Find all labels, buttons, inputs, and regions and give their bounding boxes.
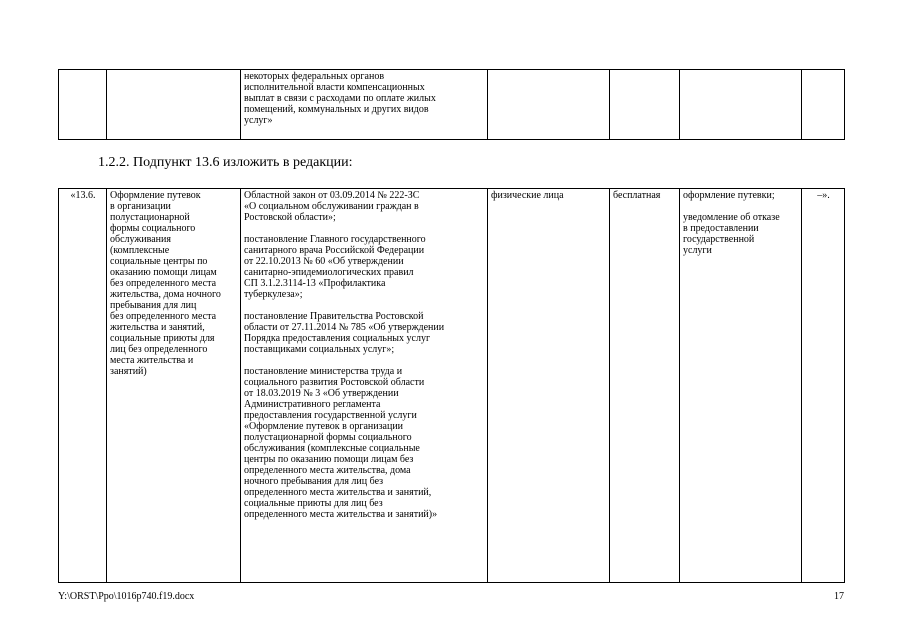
recipients: физические лица <box>488 189 610 583</box>
page-number: 17 <box>834 591 844 602</box>
table-row <box>59 70 845 140</box>
section-heading: 1.2.2. Подпункт 13.6 изложить в редакции: <box>98 155 353 170</box>
cost: бесплатная <box>610 189 680 583</box>
service-name: Оформление путевок в организации полустационарной формы социального обслуживания (комплексные социальные центры по оказанию помощи лицам без определенного места жительства, дома ночного пребывания для лиц без определенного места жительства и занятий, социальные приюты для лиц без определенного места жительства и занятий) <box>107 189 241 583</box>
table-cell <box>107 70 241 140</box>
table-cell <box>680 70 802 140</box>
file-path: Y:\ORST\Ppo\1016p740.f19.docx <box>58 591 195 602</box>
table-cell <box>488 70 610 140</box>
table-row <box>59 189 845 583</box>
end-mark: –». <box>802 189 845 583</box>
table-cell <box>802 70 845 140</box>
item-number: «13.6. <box>59 189 107 583</box>
continuation-table <box>58 69 845 140</box>
result: оформление путевки; уведомление об отказе в предоставлении государственной услуги <box>680 189 802 583</box>
table-cell <box>59 70 107 140</box>
table-cell <box>610 70 680 140</box>
services-table <box>58 188 845 583</box>
legal-basis-cell: некоторых федеральных органов исполнительной власти компенсационных выплат в связи с расходами по оплате жилых помещений, коммунальных и других видов услуг» <box>241 70 488 140</box>
legal-basis: Областной закон от 03.09.2014 № 222-ЗС «О социальном обслуживании граждан в Ростовской области»; постановление Главного государственного санитарного врача Российской Федерации от 22.10.2013 № 60 «Об утверждении санитарно-эпидемиологических правил СП 3.1.2.3114-13 «Профилактика туберкулеза»; постановление Правительства Ростовской области от 27.11.2014 № 785 «Об утверждении Порядка предоставления социальных услуг поставщиками социальных услуг»; постановление министерства труда и социального развития Ростовской области от 18.03.2019 № 3 «Об утверждении Административного регламента предоставления государственной услуги «Оформление путевок в организации полустационарной формы социального обслуживания (комплексные социальные центры по оказанию помощи лицам без определенного места жительства, дома ночного пребывания для лиц без определенного места жительства и занятий, социальные приюты для лиц без определенного места жительства и занятий)» <box>241 189 488 583</box>
